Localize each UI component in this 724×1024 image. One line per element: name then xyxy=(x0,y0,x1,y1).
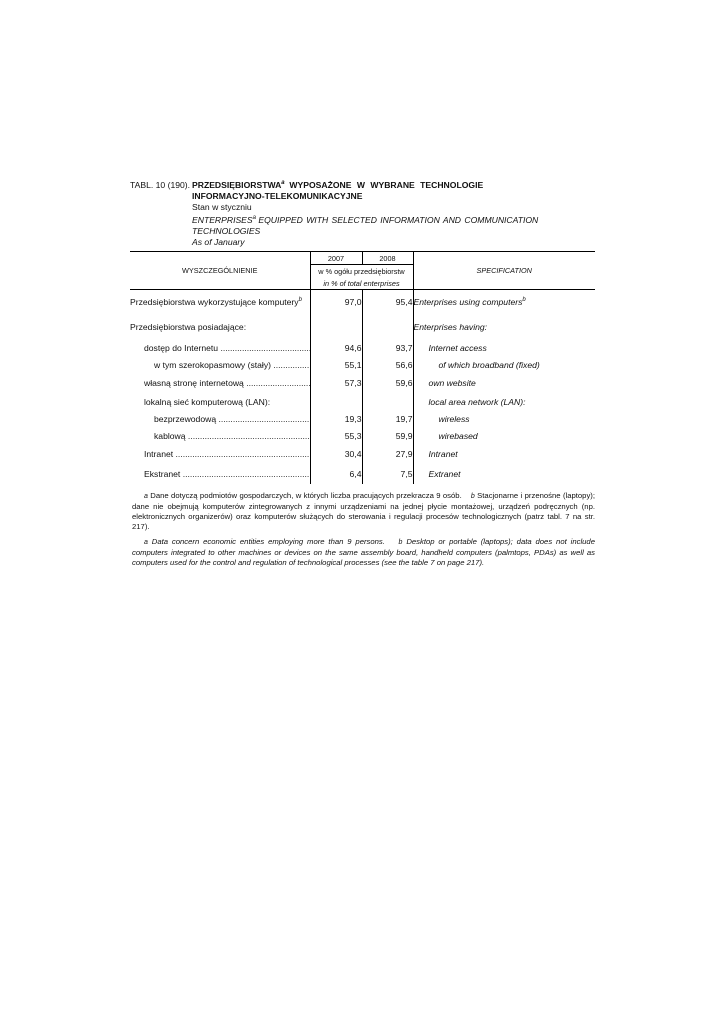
column-header-specification-pl: WYSZCZEGÓLNIENIE xyxy=(130,252,310,290)
table-row xyxy=(130,340,595,357)
footnote-en xyxy=(132,537,595,568)
value-2007: 6,4 xyxy=(310,464,362,484)
row-label-pl: Przedsiębiorstwa posiadające: xyxy=(130,322,247,332)
footnote-mark: a xyxy=(144,493,148,500)
title-pl-part3: INFORMACYJNO-TELEKOMUNIKACYJNE xyxy=(192,191,363,201)
row-label-pl: Ekstranet ..... xyxy=(144,469,310,479)
value-2008: 19,7 xyxy=(362,411,413,428)
value-2007 xyxy=(310,314,362,340)
value-2007 xyxy=(310,393,362,411)
column-header-2008: 2008 xyxy=(362,252,413,265)
row-label-en: wirebased xyxy=(413,428,595,445)
footnote-mark: a xyxy=(144,539,148,546)
table-number: TABL. 10 (190). xyxy=(130,180,191,190)
table-header xyxy=(130,180,595,248)
title-en-part3: TECHNOLOGIES xyxy=(192,226,261,236)
title-pl-footnote-mark: a xyxy=(281,180,285,186)
row-label-en: Internet access xyxy=(413,340,595,357)
title-pl-part2: WYPOSAŻONE W WYBRANE TECHNOLOGIE xyxy=(289,180,484,190)
row-label-pl: w tym szerokopasmowy (stały) ..... xyxy=(154,360,310,370)
table-row xyxy=(130,411,595,428)
row-label-pl: kablową ..... xyxy=(154,431,310,441)
row-label-en: of which broadband (fixed) xyxy=(413,357,595,374)
column-header-2007: 2007 xyxy=(310,252,362,265)
footnote-mark: b xyxy=(398,539,403,546)
value-2008: 27,9 xyxy=(362,444,413,464)
table-row xyxy=(130,428,595,445)
table-row xyxy=(130,444,595,464)
table-row xyxy=(130,464,595,484)
table-section xyxy=(130,180,595,573)
footnote-pl-b: Stacjonarne i przenośne (laptopy); dane nie obejmują komputerów zintegrowanych z innymi urządzeniami na jednej płycie montażowej, urządzeń podręcznych (np. elektronicznych organizerów) oraz komputerów służących do sterowania i regulacji procesów technologicznych (patrz tabl. 7 na str. 217). xyxy=(132,491,595,531)
row-label-pl: lokalną sieć komputerową (LAN): xyxy=(144,397,271,407)
value-2008: 95,4 xyxy=(362,290,413,315)
footnotes xyxy=(130,491,595,568)
value-2008: 59,9 xyxy=(362,428,413,445)
footnote-mark: b xyxy=(470,493,475,500)
value-2007: 19,3 xyxy=(310,411,362,428)
title-en-footnote-mark: a xyxy=(252,215,256,221)
row-label-en: Intranet xyxy=(413,444,595,464)
footnote-pl xyxy=(132,491,595,532)
row-label-pl: dostęp do Internetu ..... xyxy=(144,343,310,353)
row-label-en: Extranet xyxy=(413,464,595,484)
table-row xyxy=(130,393,595,411)
footnote-pl-a: Dane dotyczą podmiotów gospodarczych, w których liczba pracujących przekracza 9 osób. xyxy=(150,491,462,500)
value-2007: 55,3 xyxy=(310,428,362,445)
unit-label-pl: w % ogółu przedsiębiorstw xyxy=(310,265,413,278)
table-row xyxy=(130,290,595,315)
row-label-en: Enterprises having: xyxy=(413,314,595,340)
subtitle-pl: Stan w styczniu xyxy=(192,202,252,212)
unit-label-en: in % of total enterprises xyxy=(310,277,413,290)
column-header-specification-en: SPECIFICATION xyxy=(413,252,595,290)
data-table xyxy=(130,251,595,484)
value-2008: 93,7 xyxy=(362,340,413,357)
footnote-en-b: Desktop or portable (laptops); data does not include computers integrated to other machines or devices on the same assembly board, handheld computers (palmtops, PDAs) as well as computers used for the control and regulation of technological processes (see the table 7 on page 217). xyxy=(132,537,595,567)
title-en-part1: ENTERPRISES xyxy=(192,215,253,225)
row-label-en: Enterprises using computers xyxy=(413,297,523,307)
footnote-mark: b xyxy=(298,297,302,303)
value-2007: 30,4 xyxy=(310,444,362,464)
row-label-pl: Przedsiębiorstwa wykorzystujące komputery xyxy=(130,297,299,307)
value-2008 xyxy=(362,393,413,411)
value-2007: 55,1 xyxy=(310,357,362,374)
row-label-pl: Intranet ..... xyxy=(144,449,310,459)
footnote-en-a: Data concern economic entities employing more than 9 persons. xyxy=(151,537,385,546)
value-2007: 57,3 xyxy=(310,373,362,393)
footnote-mark: b xyxy=(522,297,526,303)
row-label-pl: własną stronę internetową ..... xyxy=(144,378,310,388)
title-en-part2: EQUIPPED WITH SELECTED INFORMATION AND COMMUNICATION xyxy=(258,215,539,225)
value-2007: 94,6 xyxy=(310,340,362,357)
row-label-en: local area network (LAN): xyxy=(413,393,595,411)
row-label-en: own website xyxy=(413,373,595,393)
value-2008 xyxy=(362,314,413,340)
table-row xyxy=(130,373,595,393)
table-row xyxy=(130,357,595,374)
row-label-pl: bezprzewodową ..... xyxy=(154,414,310,424)
row-label-en: wireless xyxy=(413,411,595,428)
subtitle-en: As of January xyxy=(192,237,245,247)
value-2007: 97,0 xyxy=(310,290,362,315)
title-pl-part1: PRZEDSIĘBIORSTWA xyxy=(192,180,282,190)
value-2008: 59,6 xyxy=(362,373,413,393)
value-2008: 56,6 xyxy=(362,357,413,374)
value-2008: 7,5 xyxy=(362,464,413,484)
table-row xyxy=(130,314,595,340)
